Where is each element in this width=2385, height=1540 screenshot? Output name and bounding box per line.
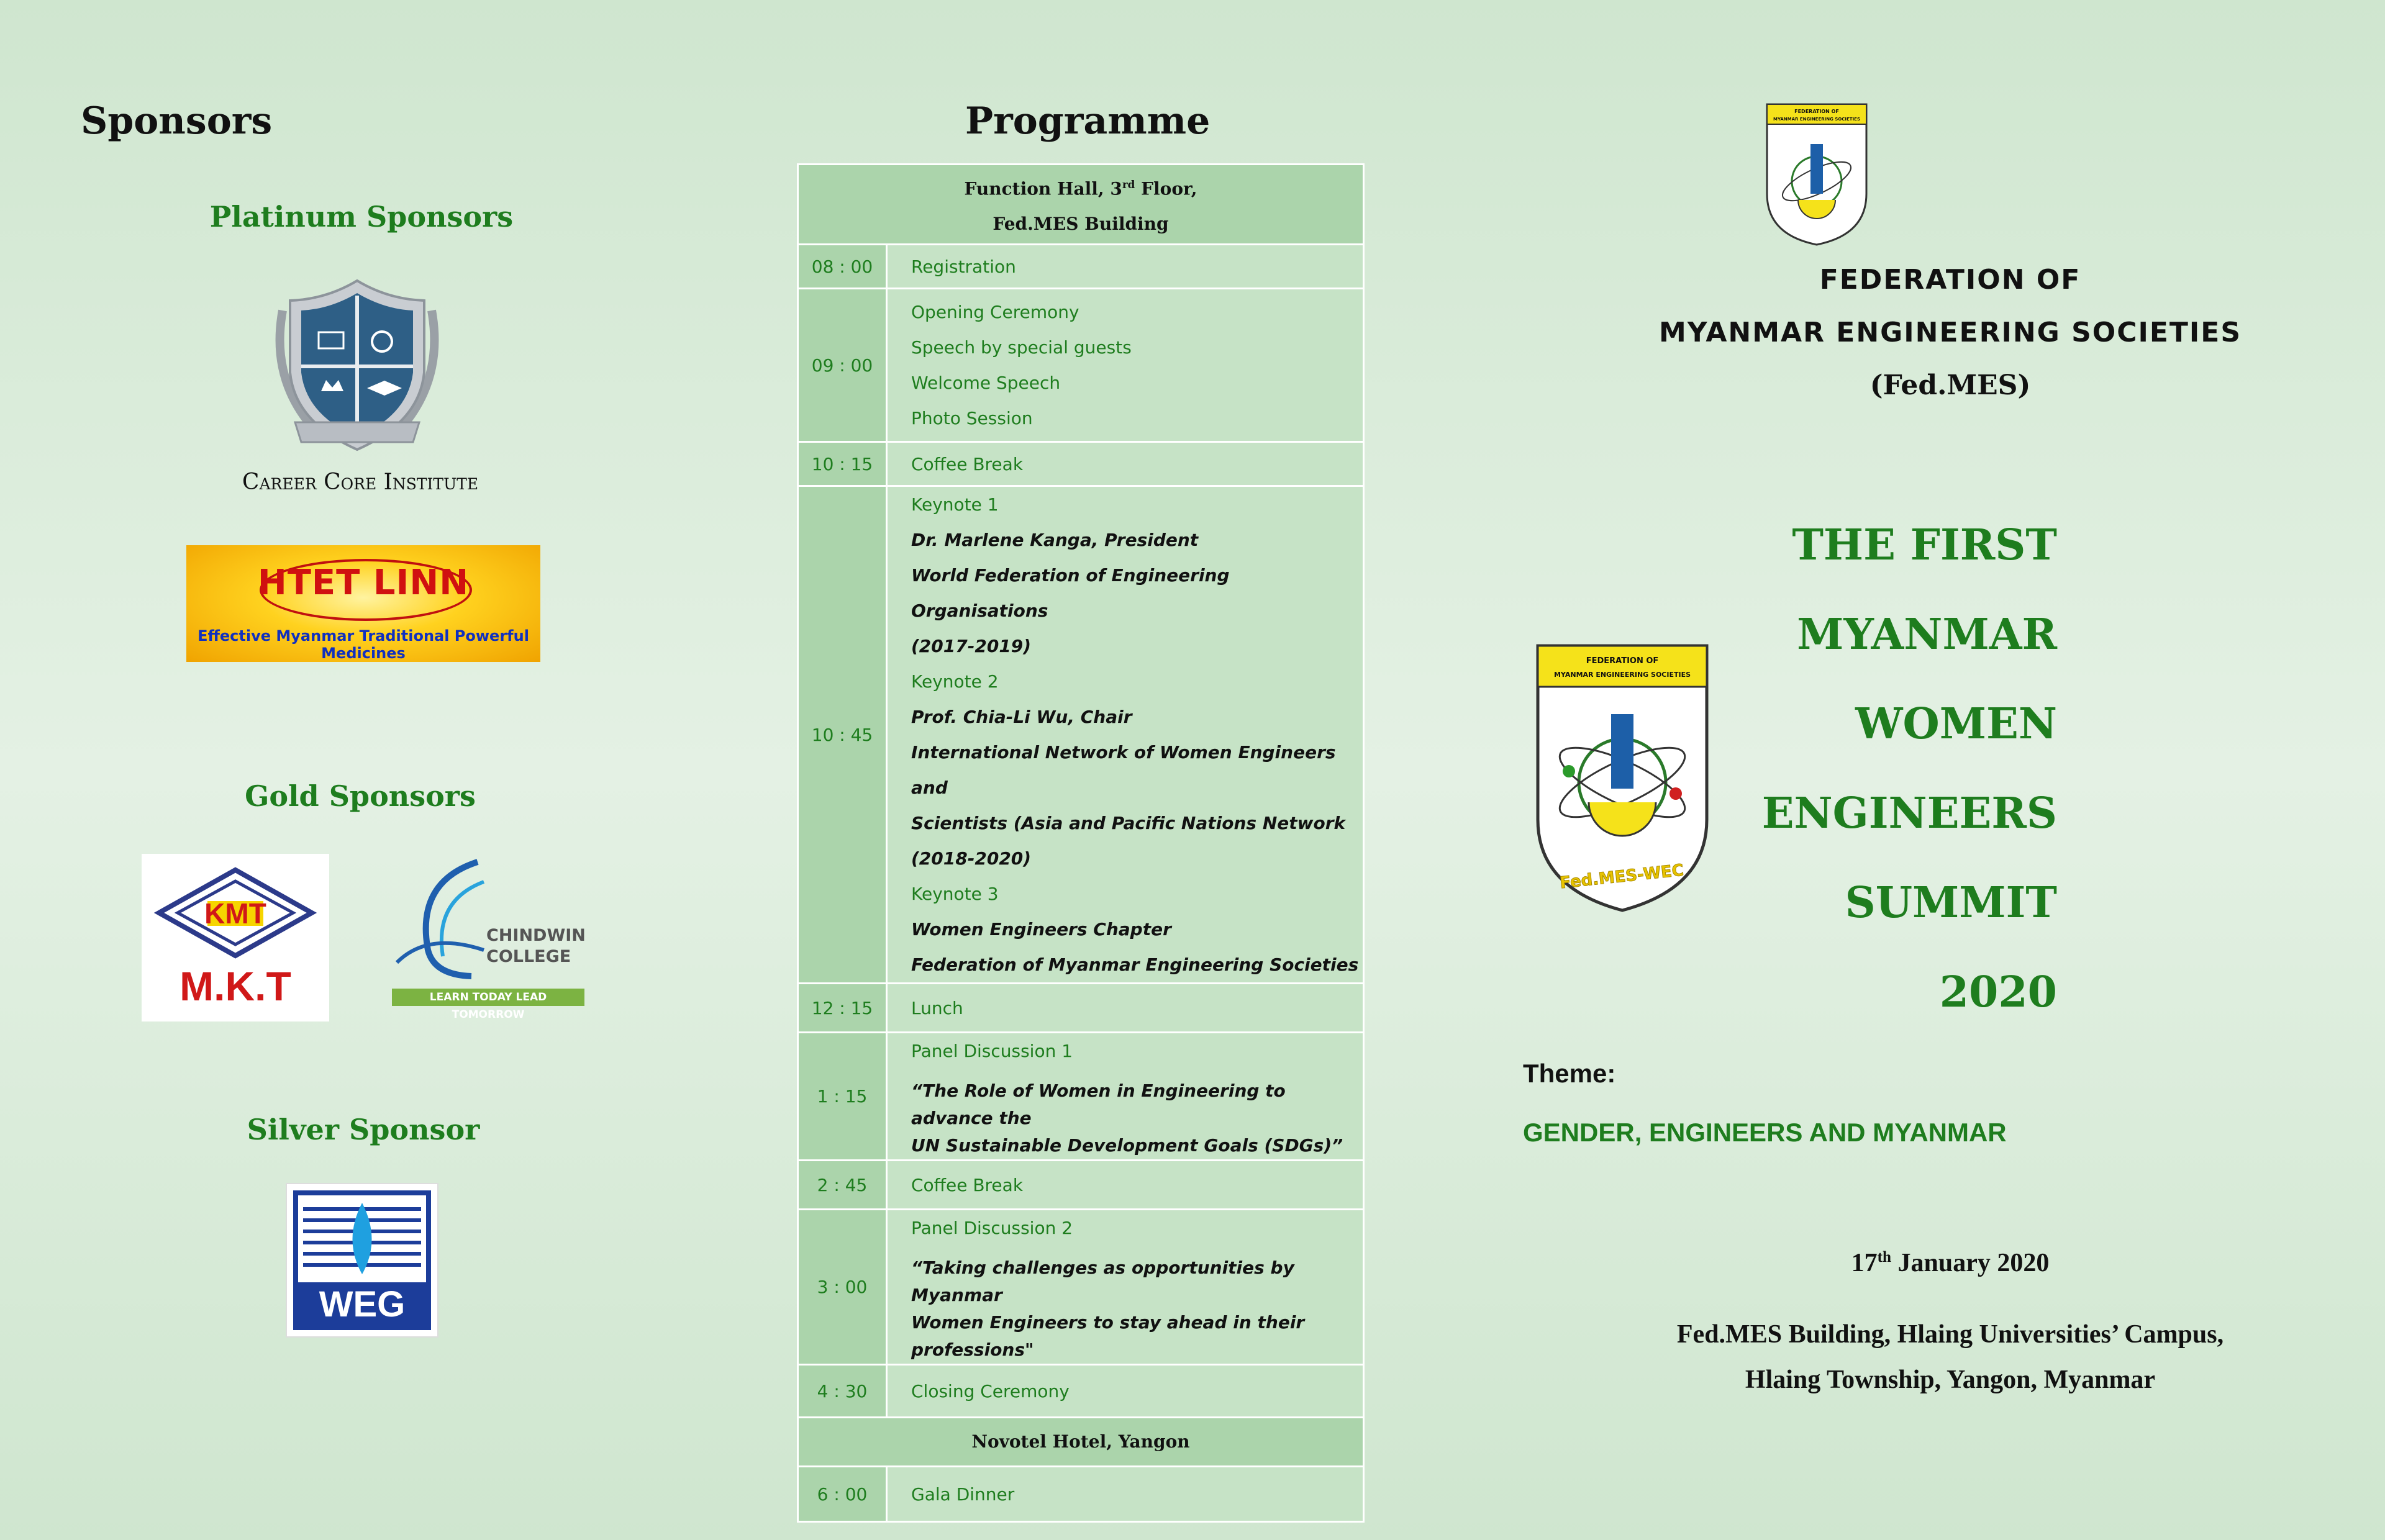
venue1-line1: Function Hall, 3: [964, 178, 1122, 199]
logo-big-top-line1: FEDERATION OF: [1586, 656, 1659, 666]
org-name-line1: FEDERATION OF: [1819, 264, 2081, 296]
venue1-line1-end: Floor,: [1135, 178, 1197, 199]
logo-big-top-line2: MYANMAR ENGINEERING SOCIETIES: [1553, 671, 1691, 679]
chindwin-name-line2: COLLEGE: [486, 947, 571, 966]
programme-time: 2 : 45: [798, 1161, 887, 1210]
programme-item-line: “The Role of Women in Engineering to advance the: [911, 1080, 1286, 1128]
summit-title-line1: THE FIRST: [1792, 520, 2057, 570]
programme-time: 6 : 00: [798, 1467, 887, 1522]
programme-item: [887, 486, 1364, 984]
event-date: [1515, 1248, 2385, 1278]
programme-item-line: Keynote 3: [911, 884, 999, 904]
programme-item-line: Photo Session: [911, 408, 1033, 428]
theme-label: Theme:: [1523, 1059, 1616, 1088]
programme-time: 3 : 00: [798, 1210, 887, 1365]
programme-item-line: Keynote 1: [911, 494, 999, 515]
programme-item-line: UN Sustainable Development Goals (SDGs)”: [911, 1135, 1343, 1156]
programme-item-line: Opening Ceremony: [911, 302, 1079, 322]
programme-item-line: Dr. Marlene Kanga, President: [911, 530, 1199, 550]
programme-item-line: Lunch: [911, 997, 963, 1018]
programme-item-line: Closing Ceremony: [911, 1380, 1070, 1402]
silver-sponsor-heading: Silver Sponsor: [247, 1113, 480, 1146]
mkt-diamond-icon: [155, 866, 316, 959]
venue1-line2: Fed.MES Building: [993, 213, 1169, 234]
venue-novotel: Novotel Hotel, Yangon: [798, 1418, 1364, 1467]
mkt-name: M.K.T: [179, 963, 291, 1009]
htet-linn-logo: [186, 545, 540, 662]
summit-title-line4: ENGINEERS: [1761, 789, 2057, 838]
programme-row: [798, 245, 1364, 289]
venue-row: [798, 165, 1364, 245]
programme-item-line: Panel Discussion 1: [911, 1041, 1073, 1061]
programme-item-line: International Network of Women Engineers and: [911, 742, 1336, 798]
programme-item-line: Coffee Break: [911, 1174, 1024, 1195]
fedmes-wec-emblem-icon: [1529, 633, 1715, 918]
gold-sponsors-heading: Gold Sponsors: [245, 779, 476, 813]
mkt-monogram: KMT: [204, 897, 266, 930]
programme-row: [798, 984, 1364, 1033]
svg-text:MYANMAR ENGINEERING SOCIETIES: MYANMAR ENGINEERING SOCIETIES: [1773, 117, 1861, 122]
programme-row: [798, 442, 1364, 486]
programme-time: 4 : 30: [798, 1365, 887, 1418]
programme-item: [887, 1161, 1364, 1210]
venue-function-hall: [798, 165, 1364, 245]
programme-item: [887, 984, 1364, 1033]
event-date-rest: January 2020: [1891, 1249, 2050, 1277]
programme-table: [797, 163, 1365, 1523]
programme-item-line: Coffee Break: [911, 453, 1024, 474]
programme-item-line: Scientists (Asia and Pacific Nations Network: [911, 813, 1346, 833]
programme-row: [798, 1033, 1364, 1161]
programme-item: [887, 245, 1364, 289]
programme-item-line: Welcome Speech: [911, 373, 1061, 393]
fedmes-wec-logo: [1529, 633, 1715, 918]
programme-time: 08 : 00: [798, 245, 887, 289]
event-location-line1: Fed.MES Building, Hlaing Universities’ Campus,: [1676, 1320, 2224, 1349]
programme-item-line: Keynote 2: [911, 671, 999, 692]
event-location-line2: Hlaing Township, Yangon, Myanmar: [1745, 1366, 2156, 1394]
chindwin-name-line1: CHINDWIN: [486, 926, 586, 945]
programme-item: [887, 1365, 1364, 1418]
summit-title-line5: SUMMIT: [1845, 878, 2057, 928]
htet-linn-name: HTET LINN: [257, 563, 470, 603]
chindwin-swoosh-icon: [391, 857, 490, 981]
logo-big-bottom-text: Fed.MES-WEC: [1558, 861, 1685, 893]
fedmes-logo-small: [1761, 94, 1873, 247]
programme-item-line: World Federation of Engineering Organisations: [911, 565, 1230, 621]
programme-row: [798, 1210, 1364, 1365]
chindwin-tagline: LEARN TODAY LEAD TOMORROW: [392, 989, 584, 1006]
programme-item-line: “Taking challenges as opportunities by Myanmar: [911, 1257, 1294, 1305]
weg-logo: [286, 1183, 438, 1338]
programme-row: [798, 289, 1364, 442]
weg-name: WEG: [319, 1284, 406, 1325]
career-core-institute-logo: [258, 273, 457, 466]
svg-text:FEDERATION OF: FEDERATION OF: [1794, 109, 1839, 114]
programme-time: 1 : 15: [798, 1033, 887, 1161]
venue-row: [798, 1418, 1364, 1467]
programme-item-line: Registration: [911, 256, 1016, 277]
programme-item: [887, 289, 1364, 442]
summit-title-line3: WOMEN: [1855, 699, 2057, 749]
programme-time: 10 : 45: [798, 486, 887, 984]
venue1-sup: rd: [1122, 178, 1135, 191]
programme-item-line: Speech by special guests: [911, 337, 1132, 358]
programme-item-line: Women Engineers to stay ahead in their professions": [911, 1312, 1305, 1360]
programme-item: [887, 1467, 1364, 1522]
career-core-institute-name: Career Core Institute: [242, 469, 479, 495]
programme-heading: Programme: [965, 99, 1211, 143]
mkt-logo: [142, 854, 329, 1021]
programme-item: [887, 1033, 1364, 1161]
programme-item-line: (2017-2019): [911, 636, 1032, 656]
programme-item-line: Panel Discussion 2: [911, 1218, 1073, 1238]
programme-row: [798, 1161, 1364, 1210]
programme-item-line: Prof. Chia-Li Wu, Chair: [911, 707, 1132, 727]
programme-row: [798, 486, 1364, 984]
event-date-day: 17: [1851, 1249, 1878, 1277]
programme-time: 10 : 15: [798, 442, 887, 486]
sponsors-heading: Sponsors: [81, 99, 273, 143]
programme-item: [887, 442, 1364, 486]
programme-row: [798, 1467, 1364, 1522]
programme-item-line: (2018-2020): [911, 848, 1032, 869]
shield-crest-icon: [258, 273, 457, 466]
summit-title-line2: MYANMAR: [1797, 610, 2057, 659]
programme-row: [798, 1365, 1364, 1418]
programme-time: 12 : 15: [798, 984, 887, 1033]
htet-linn-tagline: Effective Myanmar Traditional Powerful Medicines: [198, 627, 529, 662]
programme-item: [887, 1210, 1364, 1365]
summit-title-line6: 2020: [1939, 967, 2057, 1017]
event-date-sup: th: [1877, 1249, 1892, 1266]
chindwin-college-logo: [388, 857, 587, 1021]
programme-item-line: Women Engineers Chapter: [911, 919, 1171, 940]
theme-value: GENDER, ENGINEERS AND MYANMAR: [1523, 1118, 2007, 1147]
programme-item-line: Federation of Myanmar Engineering Societies: [911, 954, 1359, 975]
chindwin-college-name: [486, 925, 586, 967]
platinum-sponsors-heading: Platinum Sponsors: [209, 200, 514, 233]
programme-item-line: Gala Dinner: [911, 1483, 1015, 1505]
org-name-line2: MYANMAR ENGINEERING SOCIETIES: [1658, 317, 2242, 348]
programme-time: 09 : 00: [798, 289, 887, 442]
fedmes-emblem-icon: [1761, 94, 1873, 247]
org-abbrev: (Fed.MES): [1869, 369, 2031, 401]
